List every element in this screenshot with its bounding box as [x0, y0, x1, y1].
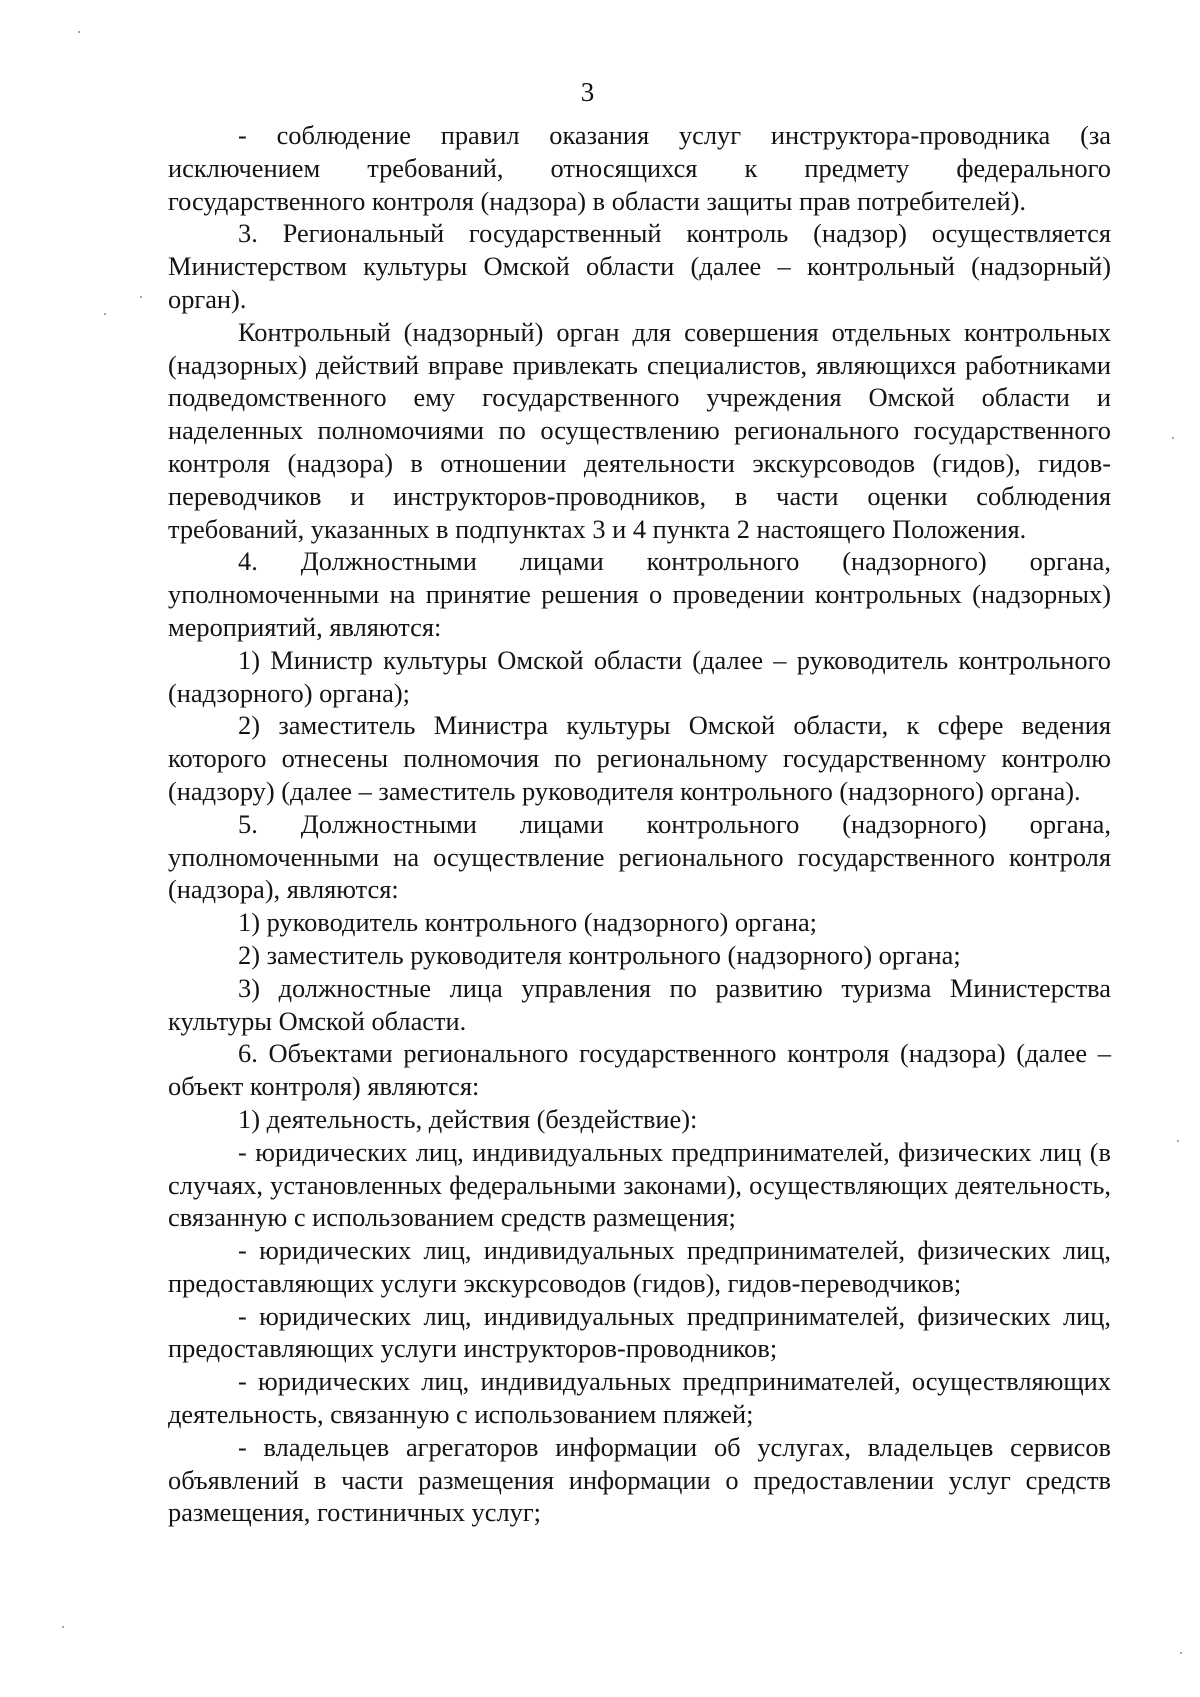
scan-speck	[78, 31, 80, 33]
scan-speck	[62, 1626, 64, 1628]
paragraph: 1) руководитель контрольного (надзорного) органа;	[238, 907, 817, 938]
scan-speck	[1180, 1652, 1182, 1654]
paragraph: - соблюдение правил оказания услуг инструктора-проводника (за исключением требований, относящихся к предмету федерального государственного контроля (надзора) в области защиты прав потребителей).	[168, 120, 1111, 216]
page-number: 3	[580, 77, 595, 107]
paragraph: 3. Региональный государственный контроль (надзор) осуществляется Министерством культуры Омской области (далее – контрольный (надзорный) орган).	[168, 218, 1111, 314]
paragraph: 1) Министр культуры Омской области (далее – руководитель контрольного (надзорного) органа);	[168, 644, 1111, 708]
document-body	[168, 119, 1111, 1529]
scan-speck	[1172, 437, 1174, 439]
paragraph: - юридических лиц, индивидуальных предпринимателей, физических лиц (в случаях, установленных федеральными законами), осуществляющих деятельность, связанную с использованием средств размещения;	[168, 1136, 1111, 1233]
scan-speck	[104, 313, 106, 315]
paragraph: - владельцев агрегаторов информации об услугах, владельцев сервисов объявлений в части размещения информации о предоставлении услуг средств размещения, гостиничных услуг;	[168, 1431, 1111, 1528]
scan-speck	[140, 296, 142, 298]
scan-speck	[1177, 1140, 1179, 1142]
paragraph: 6. Объектами регионального государственного контроля (надзора) (далее – объект контроля) являются:	[168, 1038, 1111, 1102]
paragraph: 4. Должностными лицами контрольного (надзорного) органа, уполномоченными на принятие решения о проведении контрольных (надзорных) мероприятий, являются:	[168, 546, 1111, 642]
paragraph: 5. Должностными лицами контрольного (надзорного) органа, уполномоченными на осуществление регионального государственного контроля (надзора), являются:	[168, 808, 1111, 905]
paragraph: - юридических лиц, индивидуальных предпринимателей, физических лиц, предоставляющих услуги инструкторов-проводников;	[168, 1300, 1111, 1364]
paragraph: 2) заместитель Министра культуры Омской области, к сфере ведения которого отнесены полномочия по региональному государственному контролю (надзору) (далее – заместитель руководителя контрольного (надзорного) органа).	[168, 710, 1111, 806]
paragraph: 1) деятельность, действия (бездействие):	[238, 1103, 698, 1134]
paragraph: Контрольный (надзорный) орган для совершения отдельных контрольных (надзорных) действий вправе привлекать специалистов, являющихся работниками подведомственного ему государственного учреждения Омской области и наделенных полномочиями по осуществлению регионального государственного контроля (надзора) в отношении деятельности экскурсоводов (гидов), гидов-переводчиков и инструкторов-проводников, в части оценки соблюдения требований, указанных в подпунктах 3 и 4 пункта 2 настоящего Положения.	[168, 316, 1111, 544]
paragraph: 2) заместитель руководителя контрольного (надзорного) органа;	[238, 939, 961, 970]
paragraph: - юридических лиц, индивидуальных предпринимателей, осуществляющих деятельность, связанную с использованием пляжей;	[168, 1366, 1111, 1430]
paragraph: 3) должностные лица управления по развитию туризма Министерства культуры Омской области.	[168, 972, 1111, 1036]
paragraph: - юридических лиц, индивидуальных предпринимателей, физических лиц, предоставляющих услуги экскурсоводов (гидов), гидов-переводчиков;	[168, 1235, 1111, 1298]
